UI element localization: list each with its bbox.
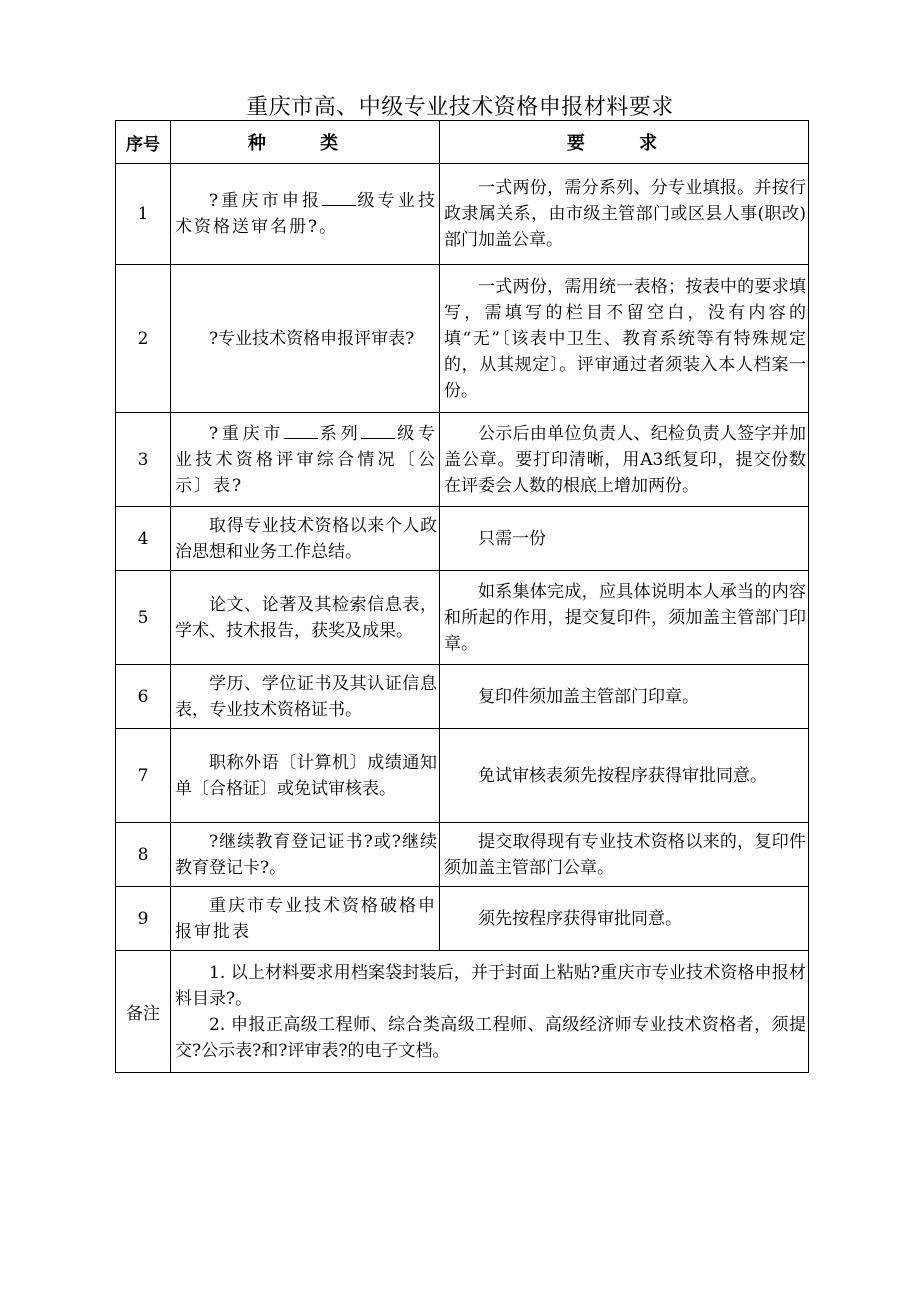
header-no: 序号 <box>116 121 171 164</box>
row-no: 1 <box>116 164 171 265</box>
blank-line <box>322 188 356 206</box>
row-req: 提交取得现有专业技术资格以来的，复印件须加盖主管部门公章。 <box>440 823 809 887</box>
row-no: 2 <box>116 265 171 413</box>
table-row <box>116 164 809 265</box>
table-row <box>116 571 809 665</box>
row-req: 须先按程序获得审批同意。 <box>440 887 809 951</box>
table-row <box>116 729 809 823</box>
row-type: 论文、论著及其检索信息表，学术、技术报告，获奖及成果。 <box>171 571 440 665</box>
table-row <box>116 823 809 887</box>
row-type: 学历、学位证书及其认证信息表，专业技术资格证书。 <box>171 665 440 729</box>
note-content <box>171 951 809 1073</box>
row-type: ?继续教育登记证书?或?继续教育登记卡?。 <box>171 823 440 887</box>
row-type: 职称外语〔计算机〕成绩通知单〔合格证〕或免试审核表。 <box>171 729 440 823</box>
row-type: 重庆市专业技术资格破格申报审批表 <box>171 887 440 951</box>
table-row <box>116 265 809 413</box>
row-type: ?专业技术资格申报评审表? <box>171 265 440 413</box>
row-no: 7 <box>116 729 171 823</box>
row-no: 8 <box>116 823 171 887</box>
row-no: 5 <box>116 571 171 665</box>
page-title: 重庆市高、中级专业技术资格申报材料要求 <box>246 95 674 120</box>
row-no: 9 <box>116 887 171 951</box>
table-header-row <box>116 121 809 164</box>
requirements-table <box>115 120 809 1073</box>
row-req: 一式两份，需用统一表格；按表中的要求填写，需填写的栏目不留空白，没有内容的填“无”〔该表中卫生、教育系统等有特殊规定的，从其规定〕。评审通过者须装入本人档案一份。 <box>440 265 809 413</box>
header-type: 种 类 <box>171 121 440 164</box>
row-no: 4 <box>116 507 171 571</box>
note-line-2: 2. 申报正高级工程师、综合类高级工程师、高级经济师专业技术资格者，须提交?公示表?和?评审表?的电子文档。 <box>175 1014 806 1061</box>
header-req: 要 求 <box>440 121 809 164</box>
note-line-1: 1. 以上材料要求用档案袋封装后，并于封面上粘贴?重庆市专业技术资格申报材料目录?。 <box>175 962 806 1009</box>
blank-line <box>284 421 318 439</box>
row-type: ?重庆市 系列 级专业技术资格评审综合情况〔公示〕表? <box>171 413 440 507</box>
row-req: 免试审核表须先按程序获得审批同意。 <box>440 729 809 823</box>
table-row <box>116 665 809 729</box>
row-no: 3 <box>116 413 171 507</box>
row-req: 一式两份，需分系列、分专业填报。并按行政隶属关系，由市级主管部门或区县人事(职改)部门加盖公章。 <box>440 164 809 265</box>
table-row <box>116 413 809 507</box>
table-row <box>116 507 809 571</box>
note-row <box>116 951 809 1073</box>
row-no: 6 <box>116 665 171 729</box>
blank-line <box>361 421 395 439</box>
row-req: 如系集体完成，应具体说明本人承当的内容和所起的作用，提交复印件，须加盖主管部门印章。 <box>440 571 809 665</box>
row-type: 取得专业技术资格以来个人政治思想和业务工作总结。 <box>171 507 440 571</box>
row-req: 只需一份 <box>440 507 809 571</box>
table-row <box>116 887 809 951</box>
row-type: ?重庆市申报 级专业技术资格送审名册?。 <box>171 164 440 265</box>
note-label: 备注 <box>116 951 171 1073</box>
row-req: 公示后由单位负责人、纪检负责人签字并加盖公章。要打印清晰，用A3纸复印，提交份数在评委会人数的根底上增加两份。 <box>440 413 809 507</box>
row-req: 复印件须加盖主管部门印章。 <box>440 665 809 729</box>
